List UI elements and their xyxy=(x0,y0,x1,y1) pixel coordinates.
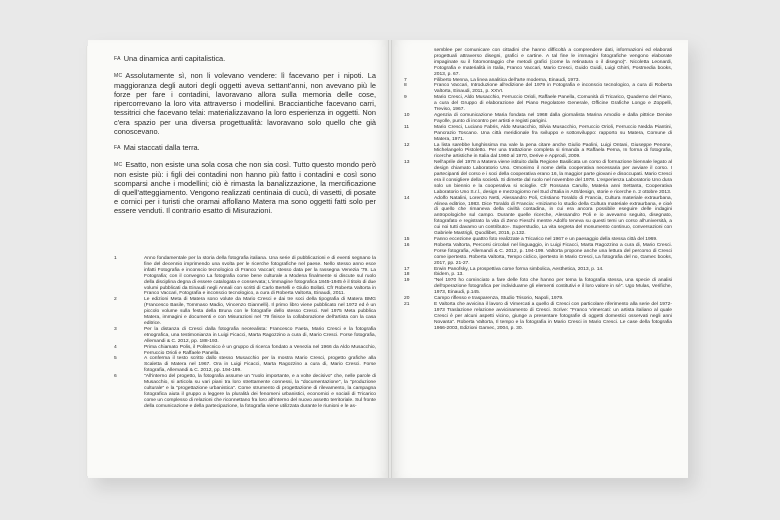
speaker-tag: MC xyxy=(114,161,123,168)
footnote-text: A conferma il testo scritto dallo stesso Musacchio per la mostra Mario Cresci, progetto grafiche alla Scaletta di Matera nel 1967. Ora in Luigi Ficacci, Marta Ragozzino a cura di, Mario Cresci. Forse fotografia, Allemandi & C. 2012, pp. 194-199. xyxy=(144,356,376,374)
footnote-text: Agenzia di comunicazione Maria fondata nel 1968 dalla giornalista Marina Amodio e dalla pittrice Denise Fayolle, punto di incontro per artisti e registi parigini. xyxy=(434,112,672,124)
footnotes-left xyxy=(114,256,376,410)
dialogue-line: MC Assolutamente sì, non li volevano vendere: lì facevano per i nipoti. La maggioranza degli autori degli oggetti aveva settant'anni, non avevano più le forze per fare i contadini, lavoravano allora sulla memoria delle cose, ripercorrevano la loro vita attraverso i modellini. Bracciantiche facevano carri, tessitrici che facevano telai: materializzavano la loro esperienza in oggetti. Non c'era spazio per una diversa progettualità: lavoravano solo quello che già conoscevano. xyxy=(114,71,376,136)
footnote-number: 8 xyxy=(404,83,407,89)
footnote xyxy=(114,345,376,357)
footnote-number: 7 xyxy=(404,77,407,83)
interview-text xyxy=(114,54,376,215)
footnote-text: Fanno eccezione quattro foto realizzate a Tricarico nel 1967 e un paesaggio della stessa città del 1969. xyxy=(434,237,658,242)
dialogue-line: MC Esatto, non esiste una sola cosa che non sia così. Tutto questo mondo però non esiste più: i figli dei contadini non hanno più fatto i contadini e così sono scomparsi anche i modellini; ciò è rimasta la banalizzazione, la mercificazione di quell'atteggiamento. Vengono realizzati centinaia di cucù, di vasetti, di posate e cornici per i turisti che oramai affollano Matera ma sono oggetti fatti solo per essere venduti. Il contrario esatto di Misurazioni. xyxy=(114,159,376,216)
footnote-number: 11 xyxy=(404,124,410,130)
footnote-number: 2 xyxy=(114,297,117,303)
footnote-number: 10 xyxy=(404,112,410,118)
footnote-text: La lista sarebbe lunghissima ma vale la pena citare anche Giulio Paolini, Luigi Ontani, Giuseppe Penone, Michelangelo Pistoletto. Per una trattazione completa si rimanda a Raffaela Perna, In forma di fotografia, ricerche artistiche in Italia dal 1960 al 1970, Derive e Approdi, 2009. xyxy=(434,142,672,160)
footnote-number: 21 xyxy=(404,301,410,307)
speaker-tag: MC xyxy=(114,73,123,80)
footnote-text: Ibidem, p. 13. xyxy=(434,272,464,278)
footnote-text: Erwin Panofsky, La prospettiva come forma simbolica, Aesthetica, 2013, p. 14. xyxy=(434,266,604,272)
book-spine xyxy=(388,40,392,478)
footnote-number: 12 xyxy=(404,142,410,148)
footnote-number: 3 xyxy=(114,326,117,332)
footnote xyxy=(114,327,376,345)
footnotes-right xyxy=(404,48,672,332)
footnote xyxy=(404,196,672,237)
footnote xyxy=(404,278,672,296)
speaker-tag: FA xyxy=(114,144,121,151)
footnote-number: 13 xyxy=(404,160,410,166)
footnote-number: 20 xyxy=(404,296,410,302)
left-page xyxy=(88,40,390,478)
footnote-number: 1 xyxy=(114,256,117,261)
footnote-text: Filiberto Menna, La linea analitica dell'arte moderna, Einaudi, 1973. xyxy=(434,77,580,83)
right-page xyxy=(390,40,688,478)
footnote-text: Per la distanza di Cresci dalla fotografia neorealista: Francesco Faeta, Mario Cresci e la fotografia etnografica, una testimonianza in Luigi Ficacci, Marta Ragozzino a cura di, Mario Cresci. Forse fotografia, Allemandi & C. 2012, pp. 188-193. xyxy=(144,326,376,344)
footnote-number: 5 xyxy=(114,356,117,362)
footnote-text: "All'interno del progetto, la fotografia assume un "ruolo importante, e a volte decisivo" che, nelle parole di Musacchio, si articola su vari piani tra loro strettamente connessi, la "documentazione", la "produzione culturale" e la "progettazione urbanistica". Come strumento di progettazione di rilevamento, la campagna fotografica aiuta il gruppo a leggere la pluralità dei fenomeni urbanistici, economici e sociali di Tricarico come un complesso di relazioni che riconnettano fra loro all'interno del nuovo assetto territoriale. Sul fronte della comunicazione e della partecipazione, la fotografia viene utilizzata durante le riunioni e le as- xyxy=(144,374,376,409)
footnote-text: Franco Vaccari, Introduzione all'edizione del 1979 in Fotografia e inconscio tecnologico, a cura di Roberta Valtorta, Einaudi, 2011, p. XXVI. xyxy=(434,83,672,95)
footnote-text: Campo riflesso e trasparenza, Studio Trisorio, Napoli, 1979. xyxy=(434,296,564,302)
footnote xyxy=(404,143,672,161)
footnote xyxy=(114,256,376,297)
footnote xyxy=(114,356,376,374)
footnote-text: Anno fondamentale per la storia della fotografia italiana. Una serie di pubblicazioni e di eventi segnano la fine del decennio imprimendo una svolta per le ricerche fotografiche nel paese. Nello stesso anno esce infatti Fotografia e inconscio tecnologico di Franco Vaccari; stesso data per la rassegna Venezia '79. La Fotografia; con il convegno La fotografia come bene culturale a Modena finalmente si discute sul ruolo della disciplina degna di essere catalogata e conservata; L'immagine fotografica 1845-1945 è il titolo di due volumi pubblicati da Einaudi negli Annali con scritti di Carlo Bertelli e Giulio Bollati. Cfr Roberta Valtorta in Franco Vaccari, Fotografia e inconscio tecnologico, a cura di Roberta Valtorta, Einaudi, 2011. xyxy=(144,256,376,297)
footnote-number: 4 xyxy=(114,344,117,350)
footnote xyxy=(404,160,672,195)
footnote-text: "Nel 1970 ho cominciato a fare delle foto che hanno per tema la fotografia stessa, una specie di analisi dell'operazione fotografica per individuarne gli elementi costitutivi e il loro valore in sé". Ugo Mulas, Verifiche, 1973, Einaudi, p.145. xyxy=(434,278,672,296)
footnote-text: Nell'aprile del 1978 a Matera viene istituito dalla Regione Basilicata un corso di formazione biennale legato al design chiamato Laboratorio Uno. Omonimo il nome della cooperativa necessaria per avviare il corso. I partecipanti del corso e i soci della cooperativa erano 16, la maggior parte giovani e disoccupati. Mario Cresci era il consigliere della società. Si dimette dal ruolo nel novembre del 1978. L'esperienza Laboratorio Uno dura solo un biennio e la cooperativa si scioglie. Cfr Rossana Carullo, Materia anni Settanta, Cooperativa Laboratorio Uno S.r.l., design e mezzogiorno nel Sud d'Italia in AIS/design, storie e ricerche n. 2 ottobre 2013. xyxy=(434,160,672,195)
footnote xyxy=(114,374,376,409)
footnote-number: 9 xyxy=(404,95,407,101)
footnote-number: 6 xyxy=(114,374,117,380)
footnote-continuation: semblee per comunicare con cittadini che hanno difficoltà a comprendere dati, informazioni ed elaborati progettuali attraverso disegni, grafici e cartine. A tal fine le immagini fotografiche vengono elaborate impaginate su il fotomontaggio che metodi grafici (come la retinatura o il disegno)". Nicoletta Leonardi, Fotografia e materialità in Italia, Franco Vaccari, Mario Cresci, Guido Guidi, Luigi Ghirri, Postmedia books, 2013, p. 67. xyxy=(434,48,672,77)
footnote-text: Prima chiamato Polis, il Politecnico è un gruppo di ricerca fondato a Venezia nel 1966 da Aldo Musacchio, Ferruccio Orioli e Raffaele Panella. xyxy=(144,344,376,356)
footnote-number: 19 xyxy=(404,278,410,284)
footnote-text: Adolfo Natalini, Lorenzo Netti, Alessandro Poli, Cristiano Toraldo di Francia, Cultura materiale extraurbana, Alinea editrice, 1983. Dice Toraldo di Francia: «Iniziamo lo studio della Cultura materiale extraurbana, e cioè di quello che rimaneva della civiltà contadina, in cui era ancora possibile eseguire delle indagini antropologiche sul campo. Durante quelle ricerche, Alessandro Poli e io avevamo seguito, disegnato, fotografato e registrato la vita di Zeno Fieschi mentre Adolfo teneva su questi temi un corso all'università, a cui noi tutti davamo un contributo». Superstudio, La vita segreta del monumento continuo, conversazioni con Gabriele Mastrigli, Quodlibet, 2015, p.132. xyxy=(434,195,672,237)
footnote-text: Le edizioni Meta di Matera sono volute da Mario Cresci e dai tre soci della tipografia di Matera BMG (Francesco Basile, Tommaso Madio, Vincenzo Giannelli). Il primo libro viene pubblicato nel 1972 ed è un piccolo volume sulla festa della Bruna con le fotografie dello stesso Cresci. Nel 1975 Meta pubblica Matera, immagini e documenti e con Misurazioni nel '79 finisce la collaborazione dell'artista con la casa editrice. xyxy=(144,297,376,326)
dialogue-line: FA Mai staccati dalla terra. xyxy=(114,142,200,152)
footnote-number: 17 xyxy=(404,266,410,272)
footnote xyxy=(404,302,672,332)
footnote-number: 18 xyxy=(404,272,410,278)
footnote-text: Roberta Valtorta, Percorsi circolari nel linguaggio, in Luigi Ficacci, Marta Ragozzino a cura di, Mario Cresci. Forse fotografia, Allemandi & C. 2012, p. 194-199. Valtorta propone anche una lettura del percorso di Cresci come ipertesto. Roberta Valtorta, Tempo ciclico, ipertesto in Mario Cresci, La fotografia del no, Gamec books, 2017, pp. 21-27. xyxy=(434,242,672,266)
footnote xyxy=(404,83,672,95)
footnote xyxy=(404,125,672,143)
footnote xyxy=(404,113,672,125)
footnote-number: 15 xyxy=(404,237,410,242)
footnote xyxy=(114,297,376,327)
footnote xyxy=(404,243,672,267)
speaker-tag: FA xyxy=(114,56,121,62)
footnote-number: 16 xyxy=(404,242,410,248)
footnote xyxy=(404,95,672,113)
footnote-text: Mario Cresci, Luciano Fabris, Aldo Musacchio, Silvia Musacchio, Ferruccio Orioli, Ferruccio Nedda Piantini, Pancrazio Toscano. Una città meridionale fra sviluppo e sottosviluppo: rapporto su Matera, Comune di Matera, 1971. xyxy=(434,124,672,142)
footnote-number: 14 xyxy=(404,195,410,201)
dialogue-line: FA Una dinamica anti capitalistica. xyxy=(114,54,226,63)
footnote-text: E Valtorta che avvicina il lavoro di Vimercati a quello di Cresci con particolare riferimento alla serie del 1972-1973 Traslazione relazione avvicinamento di Cresci. Scrive: "Franco Vimercati: un artista italiano al quale Cresci è per alcuni aspetti vicino, giunge a presentare fotografie di oggetti domestici osservati negli anni Novanta". Roberta Valtorta, Il tempo e la fotografia in Mario Cresci in Mario Cresci. Le case della fotografia 1966-2003, Edizioni Gamec, 2004, p. 30. xyxy=(434,301,672,331)
footnote-text: Mario Cresci, Aldo Musacchio, Ferruccio Orioli, Raffaele Panella, Comunità di Tricarico, Quaderno del Piano, a cura del Gruppo di elaborazione del Piano Regolatore Generale, Officine Grafiche Longo e Zoppelli, Treviso, 1967. xyxy=(434,95,672,113)
